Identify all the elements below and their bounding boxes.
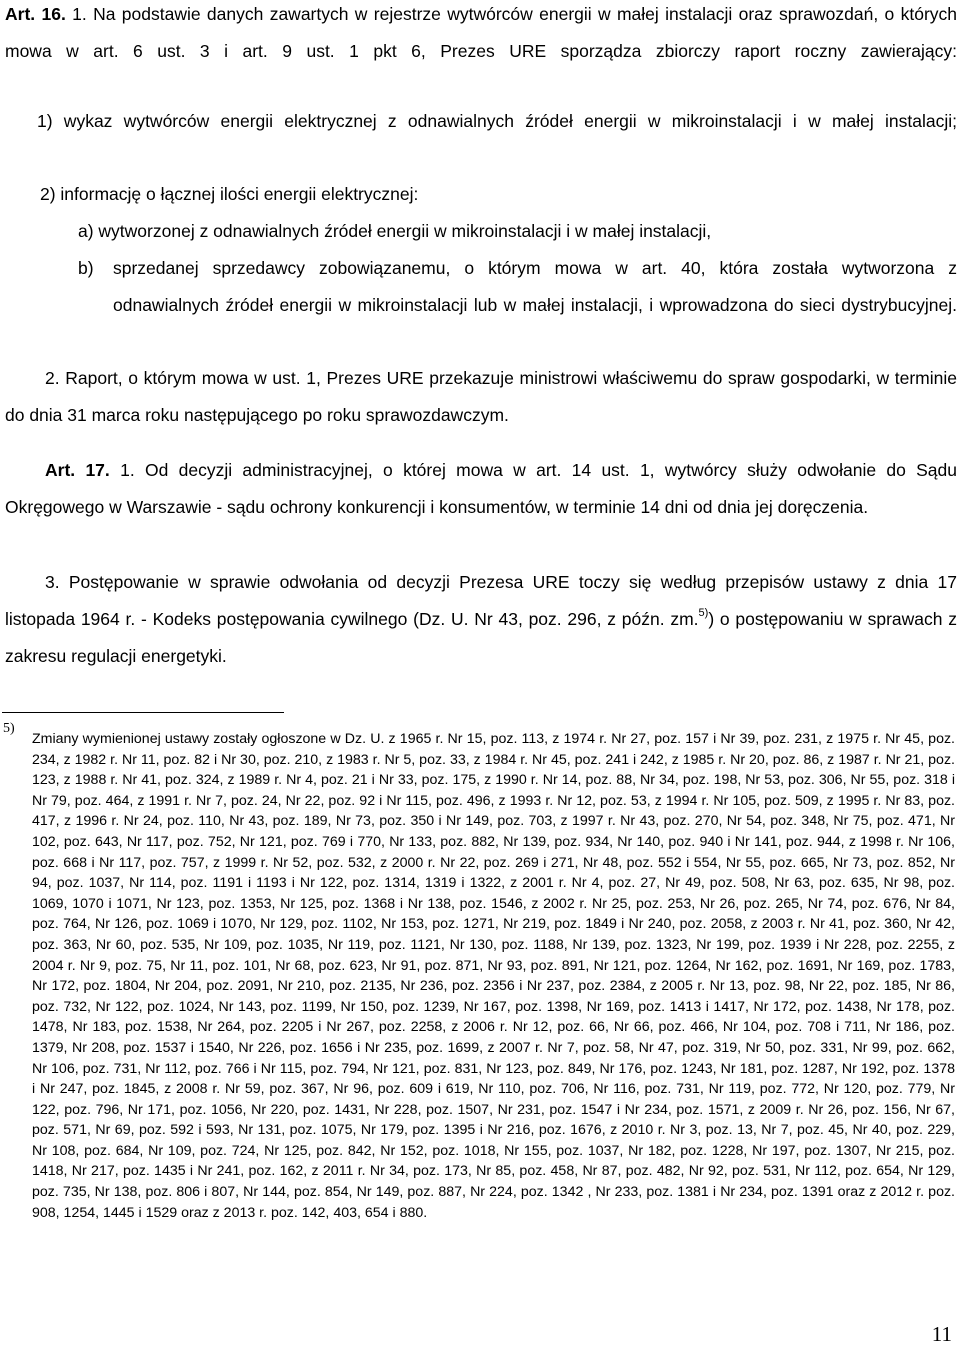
- art17-p1-text: 1. Od decyzji administracyjnej, o której mowa w art. 14 ust. 1, wytwórcy służy odwołanie do Sądu Okręgowego w Warszawie - sądu ochrony konkurencji i konsumentów, w terminie 14 dni od dnia jej doręczenia.: [5, 460, 958, 517]
- art16-item-2b: sprzedanej sprzedawcy zobowiązanemu, o którym mowa w art. 40, która została wytworzona z odnawialnych źródeł energii w mikroinstalacji lub w małej instalacji, i wprowadzona do sieci dystrybucyjnej.: [113, 258, 957, 315]
- page-number: 11: [931, 1322, 952, 1346]
- art17-paragraph-3: [5, 564, 957, 675]
- footnote-text: Zmiany wymienionej ustawy zostały ogłoszone w Dz. U. z 1965 r. Nr 15, poz. 113, z 1974 r. Nr 27, poz. 157 i Nr 39, poz. 231, z 1975 r. Nr 45, poz. 234, z 1982 r. Nr 11, poz. 82 i Nr 30, poz. 210, z 1983 r. Nr 5, poz. 33, z 1984 r. Nr 45, poz. 241 i 242, z 1985 r. Nr 20, poz. 86, z 1987 r. Nr 21, poz. 123, z 1988 r. Nr 41, poz. 324, z 1989 r. Nr 4, poz. 21 i Nr 33, poz. 175, z 1990 r. Nr 14, poz. 88, Nr 34, poz. 198, Nr 53, poz. 306, Nr 55, poz. 318 i Nr 79, poz. 464, z 1991 r. Nr 7, poz. 24, Nr 22, poz. 92 i Nr 115, poz. 496, z 1993 r. Nr 12, poz. 53, z 1994 r. Nr 105, poz. 509, z 1995 r. Nr 83, poz. 417, z 1996 r. Nr 24, poz. 110, Nr 43, poz. 189, Nr 73, poz. 350 i Nr 149, poz. 703, z 1997 r. Nr 43, poz. 270, Nr 54, poz. 348, Nr 75, poz. 471, Nr 102, poz. 643, Nr 117, poz. 752, Nr 121, poz. 769 i 770, Nr 133, poz. 882, Nr 139, poz. 934, Nr 140, poz. 940 i Nr 141, poz. 944, z 1998 r. Nr 106, poz. 668 i Nr 117, poz. 757, z 1999 r. Nr 52, poz. 532, z 2000 r. Nr 22, poz. 269 i 271, Nr 48, poz. 552 i 554, Nr 55, poz. 665, Nr 73, poz. 852, Nr 94, poz. 1037, Nr 114, poz. 1191 i 1193 i Nr 122, poz. 1314, 1319 i 1322, z 2001 r. Nr 4, poz. 27, Nr 49, poz. 508, Nr 63, poz. 635, Nr 98, poz. 1069, 1070 i 1071, Nr 123, poz. 1353, Nr 125, poz. 1368 i Nr 138, poz. 1546, z 2002 r. Nr 25, poz. 253, Nr 26, poz. 265, Nr 74, poz. 676, Nr 84, poz. 764, Nr 126, poz. 1069 i 1070, Nr 129, poz. 1102, Nr 153, poz. 1271, Nr 219, poz. 1849 i Nr 240, poz. 2058, z 2003 r. Nr 41, poz. 360, Nr 42, poz. 363, Nr 60, poz. 535, Nr 109, poz. 1035, Nr 119, poz. 1121, Nr 130, poz. 1188, Nr 139, poz. 1323, Nr 199, poz. 1939 i Nr 228, poz. 2255, z 2004 r. Nr 9, poz. 75, Nr 11, poz. 101, Nr 68, poz. 623, Nr 91, poz. 871, Nr 93, poz. 891, Nr 121, poz. 1264, Nr 162, poz. 1691, Nr 169, poz. 1783, Nr 172, poz. 1804, Nr 204, poz. 2091, Nr 210, poz. 2135, Nr 236, poz. 2356 i Nr 237, poz. 2384, z 2005 r. Nr 13, poz. 98, Nr 22, poz. 185, Nr 86, poz. 732, Nr 122, poz. 1024, Nr 143, poz. 1199, Nr 150, poz. 1239, Nr 167, poz. 1398, Nr 169, poz. 1413 i 1417, Nr 172, poz. 1438, Nr 178, poz. 1478, Nr 183, poz. 1538, Nr 264, poz. 2205 i Nr 267, poz. 2258, z 2006 r. Nr 12, poz. 66, Nr 66, poz. 466, Nr 104, poz. 708 i 711, Nr 186, poz. 1379, Nr 208, poz. 1537 i 1540, Nr 226, poz. 1656 i Nr 235, poz. 1699, z 2007 r. Nr 7, poz. 58, Nr 47, poz. 319, Nr 50, poz. 331, Nr 99, poz. 662, Nr 106, poz. 731, Nr 112, poz. 766 i Nr 115, poz. 794, Nr 121, poz. 831, Nr 123, poz. 849, Nr 176, poz. 1243, Nr 181, poz. 1287, Nr 192, poz. 1378 i Nr 247, poz. 1845, z 2008 r. Nr 59, poz. 367, Nr 96, poz. 609 i 619, Nr 110, poz. 706, Nr 116, poz. 731, Nr 119, poz. 772, Nr 120, poz. 779, Nr 122, poz. 796, Nr 171, poz. 1056, Nr 220, poz. 1431, Nr 228, poz. 1507, Nr 231, poz. 1547 i Nr 234, poz. 1571, z 2009 r. Nr 26, poz. 156, Nr 67, poz. 571, Nr 69, poz. 592 i 593, Nr 131, poz. 1075, Nr 179, poz. 1395 i Nr 216, poz. 1676, z 2010 r. Nr 3, poz. 13, Nr 7, poz. 45, Nr 40, poz. 229, Nr 108, poz. 684, Nr 109, poz. 724, Nr 125, poz. 842, Nr 152, poz. 1018, Nr 155, poz. 1037, Nr 182, poz. 1228, Nr 197, poz. 1307, Nr 215, poz. 1418, Nr 217, poz. 1435 i Nr 241, poz. 162, z 2011 r. Nr 34, poz. 173, Nr 85, poz. 458, Nr 87, poz. 482, Nr 92, poz. 531, Nr 112, poz. 654, Nr 129, poz. 735, Nr 138, poz. 806 i 807, Nr 144, poz. 854, Nr 149, poz. 887, Nr 224, poz. 1342 , Nr 233, poz. 1381 i Nr 234, poz. 1391 oraz z 2012 r. poz. 908, 1254, 1445 i 1529 oraz z 2013 r. poz. 142, 403, 654 i 880.: [32, 731, 955, 1221]
- footnote-marker: 5): [3, 721, 15, 736]
- footnote-reference[interactable]: 5): [698, 607, 709, 620]
- art16-p1-text: 1. Na podstawie danych zawartych w rejestrze wytwórców energii w małej instalacji oraz sprawozdań, o których mowa w art. 6 ust. 3 i art. 9 ust. 1 pkt 6, Prezes URE sporządza zbiorczy raport roczny zawierający:: [5, 4, 957, 61]
- art16-item-2a: a) wytworzonej z odnawialnych źródeł energii w mikroinstalacji i w małej instalacji,: [78, 221, 712, 241]
- footnote-separator: [2, 712, 284, 713]
- art16-heading: Art. 16.: [5, 4, 66, 24]
- art17-p3-text: 3. Postępowanie w sprawie odwołania od decyzji Prezesa URE toczy się według przepisów ustawy z dnia 17 listopada 1964 r. - Kodeks postępowania cywilnego (Dz. U. Nr 43, poz. 296, z późn. zm.: [5, 572, 957, 629]
- art17-p3-text-end: ) o postępowaniu w sprawach z zakresu regulacji energetyki.: [5, 609, 957, 666]
- art16-paragraph-2: 2. Raport, o którym mowa w ust. 1, Prezes URE przekazuje ministrowi właściwemu do spraw gospodarki, w terminie do dnia 31 marca roku następującego po roku sprawozdawczym.: [5, 368, 957, 425]
- art16-item-2: 2) informację o łącznej ilości energii elektrycznej:: [40, 184, 419, 204]
- art17-heading: Art. 17.: [45, 460, 110, 480]
- art16-item-1: 1) wykaz wytwórców energii elektrycznej z odnawialnych źródeł energii w mikroinstalacji i w małej instalacji;: [37, 111, 957, 131]
- art16-item-2b-label: b): [78, 258, 94, 278]
- art17-paragraph-1: [5, 452, 957, 526]
- art16-paragraph-1: [5, 0, 957, 70]
